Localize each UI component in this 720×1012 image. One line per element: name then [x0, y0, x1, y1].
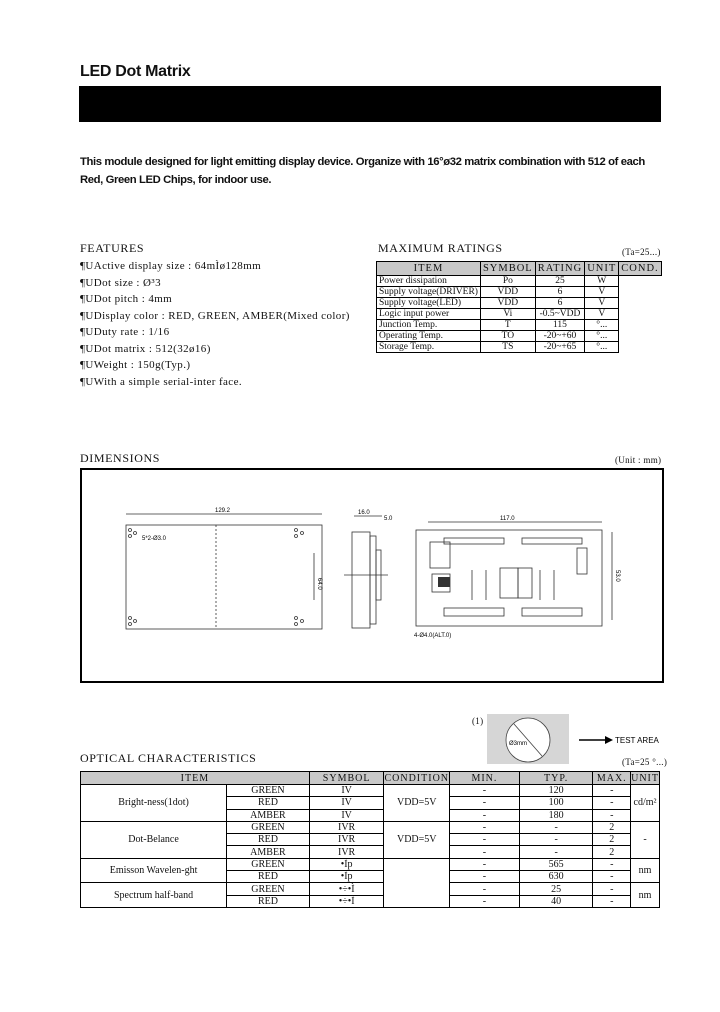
table-cell: -0.5~VDD	[535, 309, 585, 320]
side-a-label: 16.0	[358, 510, 370, 516]
typ-cell: 120	[519, 785, 593, 797]
header-cell: RATING	[535, 262, 585, 276]
table-cell: °...	[585, 331, 619, 342]
symbol-cell: •÷•Ì	[309, 895, 384, 907]
back-note-label: 4-Ø4.0(ALT.0)	[414, 633, 452, 639]
max-cell: -	[593, 797, 631, 809]
table-cell: °...	[585, 320, 619, 331]
symbol-cell: •÷•Ì	[309, 883, 384, 895]
test-circle-label: Ø3mm	[509, 741, 527, 747]
min-cell: -	[450, 797, 520, 809]
color-cell: GREEN	[227, 785, 310, 797]
table-cell	[619, 331, 661, 342]
symbol-cell: IV	[309, 785, 384, 797]
back-height-label: 53.0	[614, 570, 620, 582]
feature-item: ¶UActive display size : 64mÌø128mm	[80, 260, 262, 272]
symbol-cell: IV	[309, 809, 384, 821]
table-row	[377, 320, 662, 331]
color-cell: AMBER	[227, 846, 310, 858]
table-row	[81, 858, 660, 870]
table-cell: V	[585, 309, 619, 320]
dimensions-heading: DIMENSIONS	[80, 451, 161, 465]
min-cell: -	[450, 834, 520, 846]
header-cell: MIN.	[450, 772, 520, 785]
color-cell: RED	[227, 895, 310, 907]
header-cell: SYMBOL	[309, 772, 384, 785]
front-width-label: 129.2	[215, 508, 231, 514]
table-cell: Power dissipation	[377, 276, 481, 287]
typ-cell: 100	[519, 797, 593, 809]
min-cell: -	[450, 871, 520, 883]
max-cell: 2	[593, 846, 631, 858]
typ-cell: 630	[519, 871, 593, 883]
intro-text: This module designed for light emitting display device. Organize with 16°ø32 matrix combination with 512 of each Red, Green LED Chips, for indoor use.	[80, 156, 645, 186]
table-cell: Supply voltage(DRIVER)	[377, 287, 481, 298]
table-cell	[619, 287, 661, 298]
header-cell: CONDITION	[384, 772, 450, 784]
max-ratings-condition: (Ta=25...)	[622, 247, 661, 257]
features-heading: FEATURES	[80, 241, 145, 255]
optical-header-row	[81, 772, 660, 785]
feature-item: ¶UDot size : Ø³3	[80, 276, 161, 289]
max-cell: -	[593, 895, 631, 907]
condition-cell	[384, 858, 450, 907]
symbol-cell: IVR	[309, 834, 384, 846]
table-cell	[619, 276, 661, 287]
table-cell: TS	[480, 342, 535, 353]
symbol-cell: •Ìp	[309, 858, 384, 870]
min-cell: -	[450, 895, 520, 907]
unit-cell: cd/m²	[631, 785, 660, 822]
typ-cell: 565	[519, 858, 593, 870]
symbol-cell: IV	[309, 797, 384, 809]
header-cell: COND.	[619, 262, 661, 276]
feature-item: ¶UDot pitch : 4mm	[80, 293, 173, 305]
feature-item: ¶UWith a simple serial-inter face.	[80, 375, 242, 388]
table-cell	[619, 320, 661, 331]
typ-cell: 40	[519, 895, 593, 907]
table-row	[377, 287, 662, 298]
header-cell: MAX.	[593, 772, 631, 785]
table-cell: Storage Temp.	[377, 342, 481, 353]
typ-cell: -	[519, 846, 593, 858]
table-cell: Logic input power	[377, 309, 481, 320]
unit-cell: nm	[631, 858, 660, 883]
feature-item: ¶UDot matrix : 512(32ø16)	[80, 342, 211, 355]
table-row	[377, 298, 662, 309]
item-cell: Spectrum half-band	[81, 883, 227, 908]
condition-cell: VDD=5V	[384, 821, 450, 858]
side-b-label: 5.0	[384, 516, 393, 522]
table-cell: Junction Temp.	[377, 320, 481, 331]
typ-cell: 25	[519, 883, 593, 895]
header-cell: SYMBOL	[480, 262, 535, 276]
min-cell: -	[450, 809, 520, 821]
optical-table	[80, 771, 660, 908]
unit-cell: -	[631, 821, 660, 858]
test-area-label: TEST AREA	[615, 736, 659, 745]
typ-cell: 180	[519, 809, 593, 821]
front-dots-label: 5*2-Ø3.0	[142, 536, 167, 542]
test-label: (1)	[472, 716, 484, 726]
table-cell: 6	[535, 287, 585, 298]
back-width-label: 117.0	[500, 516, 515, 522]
min-cell: -	[450, 785, 520, 797]
header-cell: ITEM	[81, 772, 310, 785]
color-cell: RED	[227, 834, 310, 846]
dimensions-drawing	[80, 468, 664, 683]
side-view	[344, 516, 388, 628]
front-height-label: 64.0	[316, 578, 322, 590]
feature-item: ¶UDuty rate : 1/16	[80, 326, 170, 338]
table-row	[81, 883, 660, 895]
max-cell: 2	[593, 821, 631, 833]
table-cell: -20~+65	[535, 342, 585, 353]
color-cell: RED	[227, 871, 310, 883]
symbol-cell: IVR	[309, 821, 384, 833]
max-ratings-header-row	[377, 262, 662, 276]
feature-item: ¶UWeight : 150g(Typ.)	[80, 359, 191, 371]
condition-cell: VDD=5V	[384, 785, 450, 822]
typ-cell: -	[519, 834, 593, 846]
back-chip	[438, 577, 450, 587]
table-cell: Operating Temp.	[377, 331, 481, 342]
front-view	[126, 514, 322, 629]
table-cell: VDD	[480, 298, 535, 309]
max-cell: 2	[593, 834, 631, 846]
title-bar	[79, 86, 661, 122]
max-cell: -	[593, 785, 631, 797]
color-cell: GREEN	[227, 883, 310, 895]
table-cell: W	[585, 276, 619, 287]
table-row	[377, 309, 662, 320]
table-cell	[619, 309, 661, 320]
color-cell: RED	[227, 797, 310, 809]
symbol-cell: IVR	[309, 846, 384, 858]
header-cell: TYP.	[519, 772, 593, 785]
max-cell: -	[593, 871, 631, 883]
color-cell: GREEN	[227, 858, 310, 870]
table-cell	[619, 342, 661, 353]
item-cell: Emisson Wavelen-ght	[81, 858, 227, 883]
table-cell: 6	[535, 298, 585, 309]
table-cell: 25	[535, 276, 585, 287]
unit-cell: nm	[631, 883, 660, 908]
symbol-cell: •Ìp	[309, 871, 384, 883]
header-cell: UNIT	[631, 772, 659, 784]
table-row	[81, 821, 660, 833]
table-row	[81, 785, 660, 797]
table-row	[377, 342, 662, 353]
max-cell: -	[593, 858, 631, 870]
table-row	[377, 276, 662, 287]
min-cell: -	[450, 883, 520, 895]
back-view	[416, 522, 612, 626]
min-cell: -	[450, 846, 520, 858]
table-cell: Po	[480, 276, 535, 287]
table-cell: V	[585, 287, 619, 298]
max-ratings-heading: MAXIMUM RATINGS	[378, 241, 503, 255]
optical-heading: OPTICAL CHARACTERISTICS	[80, 751, 257, 765]
max-cell: -	[593, 809, 631, 821]
table-cell: Vi	[480, 309, 535, 320]
feature-item: ¶UDisplay color : RED, GREEN, AMBER(Mixed color)	[80, 309, 350, 322]
table-cell: 115	[535, 320, 585, 331]
max-ratings-table	[376, 261, 662, 353]
table-cell: TO	[480, 331, 535, 342]
max-cell: -	[593, 883, 631, 895]
table-cell: °...	[585, 342, 619, 353]
header-cell: UNIT	[585, 262, 619, 276]
color-cell: GREEN	[227, 821, 310, 833]
table-cell: Supply voltage(LED)	[377, 298, 481, 309]
features-list	[80, 258, 350, 390]
table-cell: V	[585, 298, 619, 309]
table-cell: VDD	[480, 287, 535, 298]
table-cell: -20~+60	[535, 331, 585, 342]
table-row	[377, 331, 662, 342]
page-title: LED Dot Matrix	[80, 63, 191, 80]
color-cell: AMBER	[227, 809, 310, 821]
header-cell: ITEM	[377, 262, 481, 276]
optical-condition: (Ta=25 °...)	[622, 757, 668, 767]
table-cell	[619, 298, 661, 309]
typ-cell: -	[519, 821, 593, 833]
item-cell: Dot-Belance	[81, 821, 227, 858]
table-cell: T	[480, 320, 535, 331]
min-cell: -	[450, 858, 520, 870]
min-cell: -	[450, 821, 520, 833]
dimensions-unit: (Unit : mm)	[615, 455, 662, 465]
item-cell: Bright-ness(1dot)	[81, 785, 227, 822]
